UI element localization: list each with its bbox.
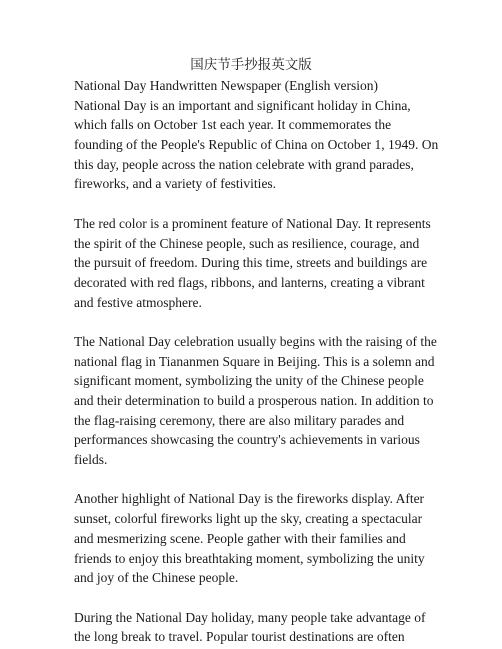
- text-line: the long break to travel. Popular tourist destinations are often: [74, 629, 405, 645]
- text-line: fireworks, and a variety of festivities.: [74, 176, 277, 192]
- paragraph-red-color: [74, 214, 439, 312]
- text-line: National Day is an important and significant holiday in China,: [74, 97, 411, 113]
- text-line-subtitle: National Day Handwritten Newspaper (English version): [74, 78, 379, 93]
- text-line: fields.: [74, 452, 108, 468]
- paragraph-spacer: [74, 194, 439, 214]
- paragraph-spacer: [74, 588, 439, 608]
- text-line: this day, people across the nation celebrate with grand parades,: [74, 156, 414, 172]
- text-line: During the National Day holiday, many people take advantage of: [74, 609, 426, 625]
- text-line: the spirit of the Chinese people, such as resilience, courage, and: [74, 235, 420, 251]
- paragraph-fireworks: [74, 489, 439, 587]
- paragraph-flag-raising: [74, 332, 439, 470]
- text-line: The National Day celebration usually begins with the raising of the: [74, 333, 437, 349]
- paragraph-spacer: [74, 470, 439, 490]
- text-line: founding of the People's Republic of China on October 1, 1949. On: [74, 137, 439, 153]
- text-line: and mesmerizing scene. People gather with their families and: [74, 530, 406, 546]
- text-line: performances showcasing the country's achievements in various: [74, 432, 420, 448]
- paragraph-intro: [74, 76, 439, 194]
- text-line: friends to enjoy this breathtaking moment, symbolizing the unity: [74, 550, 425, 566]
- paragraph-spacer: [74, 312, 439, 332]
- text-line: Another highlight of National Day is the fireworks display. After: [74, 491, 425, 507]
- document-body: [74, 76, 439, 647]
- document-title: 国庆节手抄报英文版: [190, 57, 312, 72]
- paragraph-travel: [74, 608, 439, 647]
- text-line: significant moment, symbolizing the unity of the Chinese people: [74, 373, 424, 389]
- text-line: and joy of the Chinese people.: [74, 570, 239, 586]
- text-line: national flag in Tiananmen Square in Beijing. This is a solemn and: [74, 353, 435, 369]
- text-line: sunset, colorful fireworks light up the sky, creating a spectacular: [74, 511, 423, 527]
- text-line: The red color is a prominent feature of National Day. It represents: [74, 215, 431, 231]
- text-line: the pursuit of freedom. During this time, streets and buildings are: [74, 255, 428, 271]
- text-line: decorated with red flags, ribbons, and lanterns, creating a vibrant: [74, 274, 425, 290]
- text-line: the flag-raising ceremony, there are also military parades and: [74, 412, 405, 428]
- text-line: and their determination to build a prosperous nation. In addition to: [74, 393, 434, 408]
- text-line: which falls on October 1st each year. It commemorates the: [74, 117, 392, 133]
- text-line: and festive atmosphere.: [74, 294, 202, 310]
